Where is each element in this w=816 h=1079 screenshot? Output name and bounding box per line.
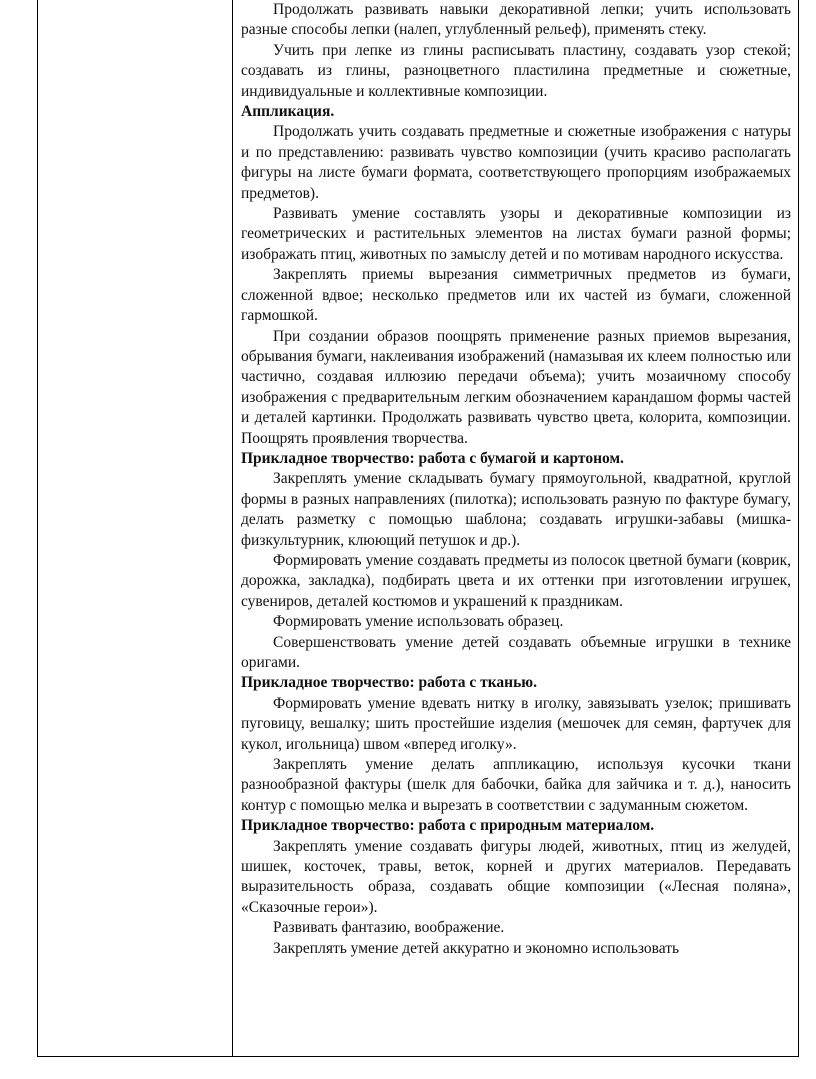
document-table bbox=[37, 0, 799, 1057]
paragraph: Закреплять умение складывать бумагу прямоугольной, квадратной, круглой формы в разных направлениях (пилотка); использовать разную по фактуре бумагу, делать разметку с помощью шаблона; создавать игрушки-забавы (мишка-физкультурник, клюющий петушок и др.). bbox=[241, 470, 791, 549]
document-content-cell bbox=[241, 0, 791, 959]
section-heading-fabric: Прикладное творчество: работа с тканью. bbox=[241, 674, 538, 692]
paragraph: Формировать умение создавать предметы из полосок цветной бумаги (коврик, дорожка, закладка), подбирать цвета и их оттенки при изготовлении игрушек, сувениров, деталей костюмов и украшений к праздникам. bbox=[241, 551, 791, 610]
paragraph: Продолжать учить создавать предметные и сюжетные изображения с натуры и по представлению: развивать чувство композиции (учить красиво располагать фигуры на листе бумаги формата, соответствующего пропорциям изображаемых предметов). bbox=[241, 123, 791, 202]
paragraph: Закреплять приемы вырезания симметричных предметов из бумаги, сложенной вдвое; несколько предметов или их частей из бумаги, сложенной гармошкой. bbox=[241, 266, 791, 325]
section-heading-applique: Аппликация. bbox=[241, 103, 335, 121]
paragraph: Учить при лепке из глины расписывать пластину, создавать узор стекой; создавать из глины, разноцветного пластилина предметные и сюжетные, индивидуальные и коллективные композиции. bbox=[241, 41, 791, 100]
column-divider bbox=[232, 0, 233, 1056]
paragraph: Закреплять умение создавать фигуры людей, животных, птиц из желудей, шишек, косточек, травы, веток, корней и других материалов. Передавать выразительность образа, создавать общие композиции («Лесная поляна», «Сказочные герои»). bbox=[241, 837, 791, 916]
section-heading-natural-material: Прикладное творчество: работа с природным материалом. bbox=[241, 817, 655, 835]
paragraph: Развивать умение составлять узоры и декоративные композиции из геометрических и растительных элементов на листах бумаги разной формы; изображать птиц, животных по замыслу детей и по мотивам народного искусства. bbox=[241, 205, 791, 263]
paragraph: Продолжать развивать навыки декоративной лепки; учить использовать разные способы лепки (налеп, углубленный рельеф), применять стеку. bbox=[241, 1, 791, 39]
paragraph: Формировать умение использовать образец. bbox=[273, 613, 564, 631]
paragraph: Формировать умение вдевать нитку в иголку, завязывать узелок; пришивать пуговицу, вешалку; шить простейшие изделия (мешочек для семян, фартучек для кукол, игольница) швом «вперед иголку». bbox=[241, 694, 791, 753]
paragraph: Закреплять умение делать аппликацию, используя кусочки ткани разнообразной фактуры (шелк для бабочки, байка для зайчика и т. д.), наносить контур с помощью мелка и вырезать в соответствии с задуманным сюжетом. bbox=[241, 756, 791, 814]
paragraph: Закреплять умение детей аккуратно и экономно использовать bbox=[273, 939, 680, 957]
section-heading-paper: Прикладное творчество: работа с бумагой и картоном. bbox=[241, 449, 624, 467]
paragraph: Совершенствовать умение детей создавать объемные игрушки в технике оригами. bbox=[241, 633, 791, 671]
paragraph: При создании образов поощрять применение разных приемов вырезания, обрывания бумаги, наклеивания изображений (намазывая их клеем полностью или частично, создавая иллюзию передачи объема); учить мозаичному способу изображения с предварительным легким обозначением карандашом формы частей и деталей картинки. Продолжать развивать чувство цвета, колорита, композиции. Поощрять проявления творчества. bbox=[241, 327, 791, 447]
paragraph: Развивать фантазию, воображение. bbox=[273, 919, 505, 937]
